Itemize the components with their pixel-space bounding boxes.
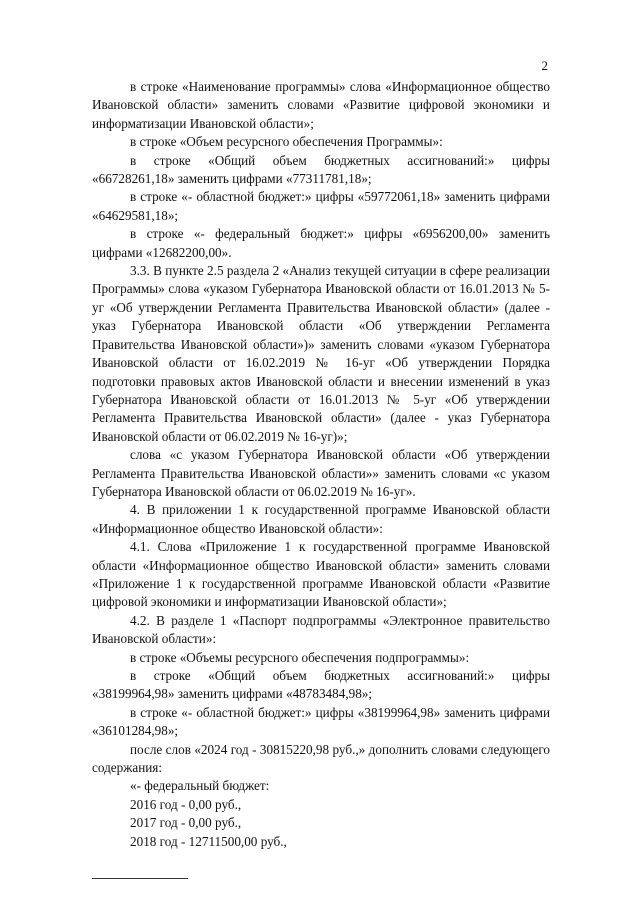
paragraph-6: 3.3. В пункте 2.5 раздела 2 «Анализ текущей ситуации в сфере реализации Программы» слова «указом Губернатора Ивановской области от 16.01.2013 № 5-уг «Об утверждении Регламента Правительства Ивановской области» (далее - указ Губернатора Ивановской области «Об утверждении Регламента Правительства Ивановской области»)» заменить словами «указом Губернатора Ивановской области от 16.02.2019 № 16-уг «Об утверждении Порядка подготовки правовых актов Ивановской области и внесении изменений в указ Губернатора Ивановской области от 16.01.2013 № 5-уг «Об утверждении Регламента Правительства Ивановской области» (далее - указ Губернатора Ивановской области от 06.02.2019 № 16-уг)»; — [92, 263, 550, 444]
paragraph-2: в строке «Объем ресурсного обеспечения Программы»: — [130, 134, 443, 150]
paragraph-14: после слов «2024 год - 30815220,98 руб.,» дополнить словами следующего содержания: — [92, 741, 550, 776]
paragraph-8: 4. В приложении 1 к государственной программе Ивановской области «Информационное общество Ивановской области»: — [92, 502, 550, 536]
paragraph-3: в строке «Общий объем бюджетных ассигнований:» цифры «66728261,18» заменить цифрами «77311781,18»; — [92, 152, 550, 187]
paragraph-1: в строке «Наименование программы» слова «Информационное общество Ивановской области» заменить словами «Развитие цифровой экономики и информатизации Ивановской области»; — [92, 79, 550, 131]
paragraph-10: 4.2. В разделе 1 «Паспорт подпрограммы «Электронное правительство Ивановской области»: — [92, 612, 550, 647]
paragraph-11: в строке «Объемы ресурсного обеспечения подпрограммы»: — [130, 649, 470, 665]
paragraph-5: в строке «- федеральный бюджет:» цифры «6956200,00» заменить цифрами «12682200,00». — [92, 226, 550, 260]
paragraph-9: 4.1. Слова «Приложение 1 к государственной программе Ивановской области «Информационное общество Ивановской области» заменить словами «Приложение 1 к государственной программе Ивановской области «Развитие цифровой экономики и информатизации Ивановской области»; — [92, 539, 550, 610]
paragraph-17: 2017 год - 0,00 руб., — [130, 815, 242, 831]
page-number: 2 — [541, 58, 548, 73]
paragraph-16: 2016 год - 0,00 руб., — [130, 796, 242, 812]
paragraph-4: в строке «- областной бюджет:» цифры «59772061,18» заменить цифрами «64629581,18»; — [92, 189, 550, 223]
paragraph-15: «- федеральный бюджет: — [130, 778, 270, 794]
paragraph-18: 2018 год - 12711500,00 руб., — [130, 833, 287, 849]
document-body — [92, 78, 550, 851]
paragraph-13: в строке «- областной бюджет:» цифры «38199964,98» заменить цифрами «36101284,98»; — [92, 704, 550, 739]
footer-rule — [92, 878, 188, 879]
paragraph-12: в строке «Общий объем бюджетных ассигнований:» цифры «38199964,98» заменить цифрами «48783484,98»; — [92, 668, 550, 702]
paragraph-7: слова «с указом Губернатора Ивановской области «Об утверждении Регламента Правительства Ивановской области»» заменить словами «с указом Губернатора Ивановской области от 06.02.2019 № 16-уг». — [92, 447, 550, 499]
